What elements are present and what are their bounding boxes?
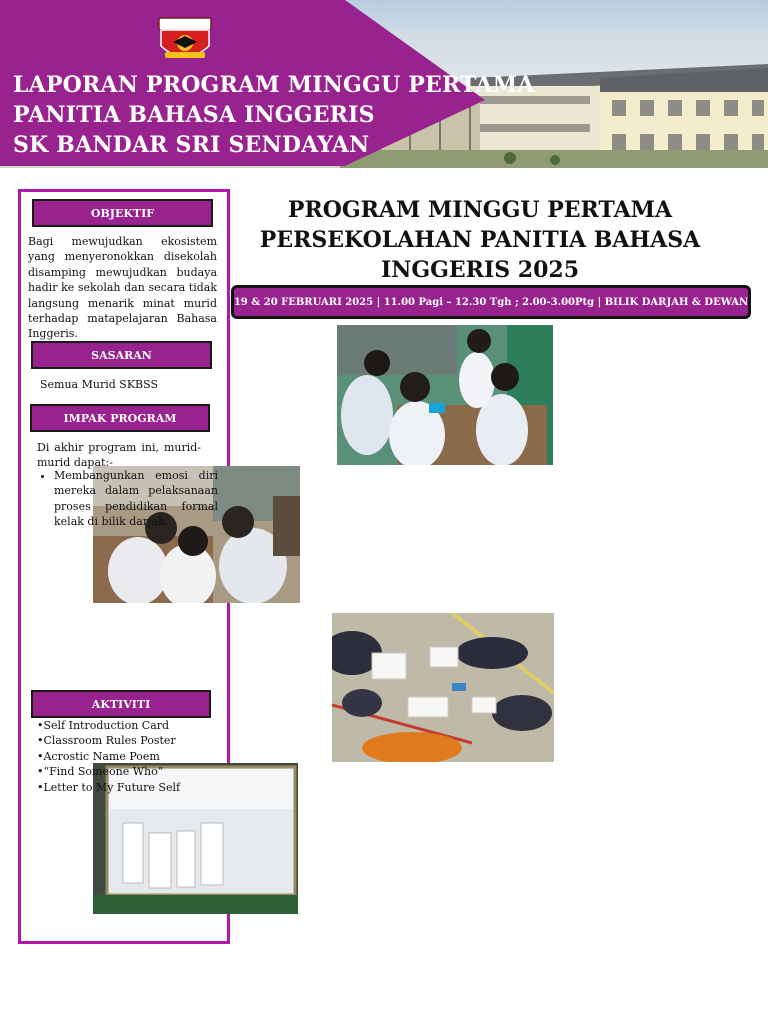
aktiviti-item: •Self Introduction Card: [37, 719, 170, 732]
students-table-image: [337, 325, 553, 465]
aktiviti-item: •Acrostic Name Poem: [37, 749, 160, 763]
objektif-text: Bagi mewujudkan ekosistem yang menyeronokkan disekolah disamping mewujudkan budaya hadir ke sekolah dan secara tidak langsung menarik minat murid terhadap matapelajaran Bahasa Inggeris.: [28, 235, 217, 341]
aktiviti-item: •Classroom Rules Poster: [37, 734, 176, 748]
impak-list: [37, 468, 218, 530]
header-banner: [0, 0, 768, 168]
sasaran-heading: SASARAN: [31, 341, 212, 369]
date-time-venue-bar: 19 & 20 FEBRUARI 2025 | 11.00 Pagi – 12.30 Tgh ; 2.00-3.00Ptg | BILIK DARJAH & DEWAN: [231, 285, 751, 319]
impak-item: • Membangunkan emosi diri mereka dalam pelaksanaan proses pendidikan formal kelak di bilik darjah.: [54, 468, 218, 530]
floor-activity-photo: [332, 613, 554, 762]
aktiviti-list: [37, 718, 217, 795]
banner-title-line-3: SK BANDAR SRI SENDAYAN: [13, 132, 370, 158]
banner-title-line-2: PANITIA BAHASA INGGERIS: [13, 102, 375, 128]
students-table-photo: [337, 325, 553, 465]
objektif-heading: OBJEKTIF: [32, 199, 213, 227]
aktiviti-item: •“Find Someone Who”: [37, 765, 164, 779]
aktiviti-heading: AKTIVITI: [31, 690, 211, 718]
impak-intro: Di akhir program ini, murid-murid dapat:-: [37, 441, 201, 470]
aktiviti-item: •Letter to My Future Self: [37, 780, 181, 794]
floor-activity-image: [332, 613, 554, 762]
main-title: PROGRAM MINGGU PERTAMA PERSEKOLAHAN PANITIA BAHASA INGGERIS 2025: [259, 197, 701, 283]
banner-title-line-1: LAPORAN PROGRAM MINGGU PERTAMA: [13, 72, 535, 98]
school-crest-icon: [155, 16, 215, 68]
impak-heading: IMPAK PROGRAM: [30, 404, 210, 432]
sasaran-text: Semua Murid SKBSS: [40, 378, 158, 391]
